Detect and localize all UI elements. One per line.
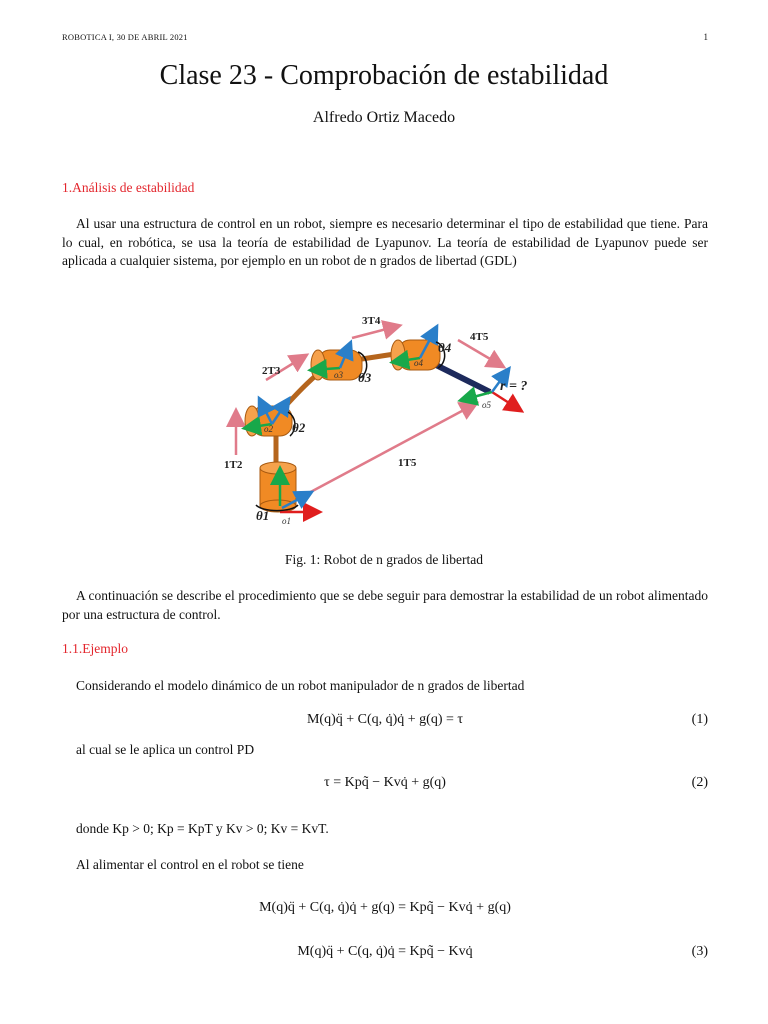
paragraph-intro: Al usar una estructura de control en un robot, siempre es necesario determinar el tipo de estabilidad que tiene. Para lo cual, en robótica, se usa la teoría de estabilidad de Lyapunov. La teoría de estabilidad de Lyapunov puede ser aplicada a cualquier sistema, por ejemplo en un robot de n grados de libertad (GDL) [62, 216, 708, 268]
label-theta4: θ4 [438, 340, 452, 355]
equation-3-body: M(q)q̈ + C(q, q̇)q̇ = Kpq̃ − Kvq̇ [297, 944, 473, 959]
paragraph-feed: Al alimentar el control en el robot se tiene [76, 857, 304, 872]
paragraph-procedure: A continuación se describe el procedimiento que se debe seguir para demostrar la estabilidad de un robot alimentado por una estructura de control. [62, 588, 708, 622]
robot-figure [200, 300, 570, 540]
label-theta2: θ2 [292, 420, 306, 435]
section-heading-analisis: 1.Análisis de estabilidad [62, 180, 195, 195]
equation-3a-body: M(q)q̈ + C(q, q̇)q̇ + g(q) = Kpq̃ − Kvq̇ + g(q) [259, 900, 511, 915]
label-T23: 2T3 [262, 365, 281, 377]
label-T45: 4T5 [470, 331, 489, 343]
label-o4: o4 [414, 358, 423, 368]
label-T12: 1T2 [224, 459, 243, 471]
running-head: ROBOTICA I, 30 DE ABRIL 2021 [62, 32, 188, 42]
equation-3a [62, 900, 708, 920]
author-name: Alfredo Ortiz Macedo [312, 109, 456, 126]
arrow-T34 [352, 326, 398, 338]
paragraph-conditions: donde Kp > 0; Kp = KpT y Kv > 0; Kv = KvT. [76, 821, 329, 836]
label-o1: o1 [282, 516, 291, 526]
label-o5: o5 [482, 400, 491, 410]
label-r: r = ? [500, 379, 528, 394]
equation-3-number: (3) [691, 944, 708, 959]
label-T15: 1T5 [398, 457, 417, 469]
equation-2-body: τ = Kpq̃ − Kvq̇ + g(q) [324, 775, 446, 790]
equation-1-number: (1) [691, 712, 708, 727]
paragraph-model: Considerando el modelo dinámico de un robot manipulador de n grados de libertad [76, 678, 525, 693]
label-theta1: θ1 [256, 508, 270, 523]
page-number: 1 [703, 32, 708, 42]
equation-3 [62, 944, 708, 964]
paragraph-pd: al cual se le aplica un control PD [76, 742, 255, 757]
label-o3: o3 [334, 370, 343, 380]
equation-2-number: (2) [691, 775, 708, 790]
equation-2 [62, 775, 708, 795]
label-theta3: θ3 [358, 370, 372, 385]
figure-caption: Fig. 1: Robot de n grados de libertad [285, 552, 483, 567]
equation-1-body: M(q)q̈ + C(q, q̇)q̇ + g(q) = τ [306, 712, 464, 727]
label-o2: o2 [264, 424, 273, 434]
section-heading-ejemplo: 1.1.Ejemplo [62, 641, 128, 656]
equation-1 [62, 712, 708, 732]
arrow-T45 [458, 340, 502, 366]
label-T34: 3T4 [362, 315, 381, 327]
paper-title: Clase 23 - Comprobación de estabilidad [159, 60, 609, 91]
arrow-T15 [305, 404, 475, 495]
